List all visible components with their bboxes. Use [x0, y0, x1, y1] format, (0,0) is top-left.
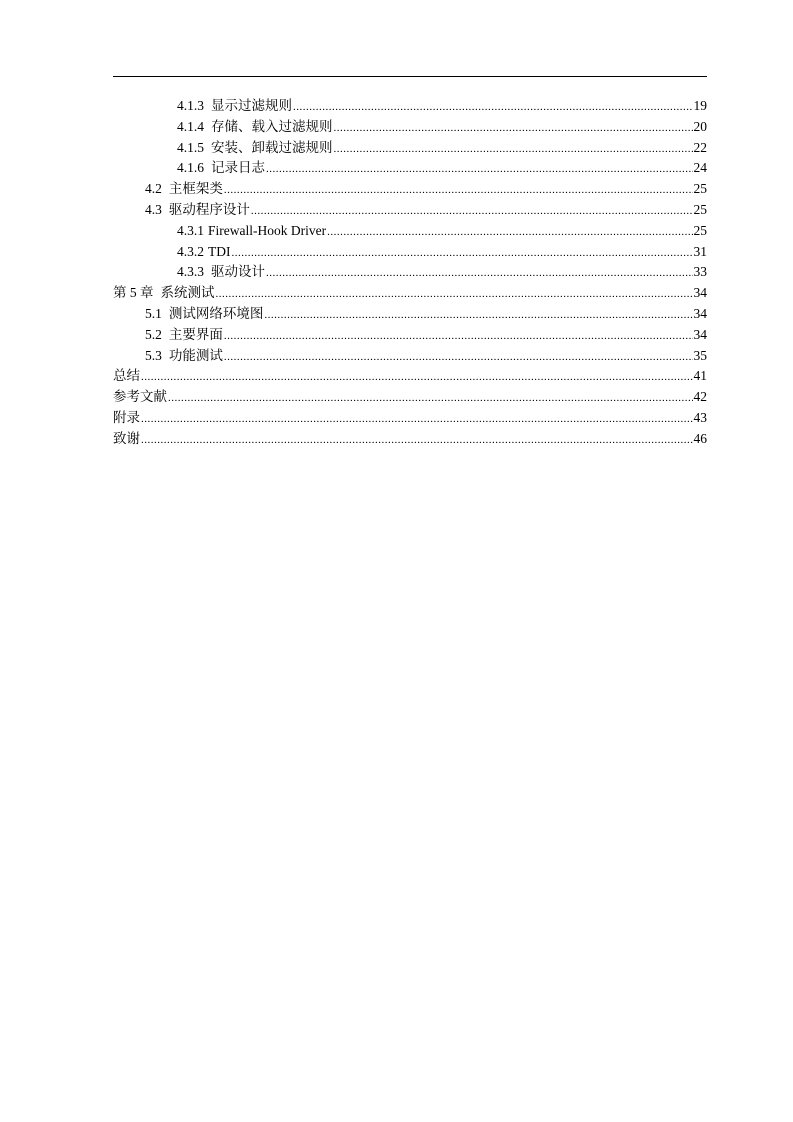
toc-entry[interactable] — [113, 366, 707, 387]
toc-entry-page: 34 — [693, 285, 707, 301]
toc-dot-leader — [141, 367, 693, 388]
toc-dot-leader — [168, 388, 693, 409]
toc-dot-leader — [264, 305, 692, 326]
toc-dot-leader — [216, 284, 693, 305]
toc-entry-page: 34 — [693, 305, 707, 321]
toc-entry[interactable] — [113, 221, 707, 242]
toc-entry-page: 19 — [693, 98, 707, 113]
toc-entry-page: 20 — [693, 118, 707, 134]
toc-entry[interactable] — [113, 96, 707, 117]
toc-entry[interactable] — [113, 408, 707, 429]
toc-entry-number: 4.3.3 — [177, 264, 204, 280]
toc-entry-page: 34 — [693, 326, 707, 342]
toc-entry-title: 参考文献 — [113, 389, 167, 405]
toc-entry-number: 4.3.1 — [177, 222, 204, 238]
toc-entry[interactable] — [113, 179, 707, 200]
header-rule — [113, 76, 707, 77]
toc-entry-title: 附录 — [113, 409, 140, 425]
toc-entry-page: 35 — [693, 347, 707, 363]
toc-entry-page: 42 — [693, 389, 707, 405]
toc-entry[interactable] — [113, 283, 707, 304]
toc-entry-title: 驱动设计 — [211, 264, 265, 280]
toc-dot-leader — [141, 409, 693, 430]
toc-entry-number: 5.3 — [145, 347, 162, 363]
toc-entry-page: 41 — [693, 368, 707, 384]
toc-dot-leader — [334, 118, 693, 139]
toc-entry-page: 25 — [693, 222, 707, 238]
toc-entry[interactable] — [113, 346, 707, 367]
toc-dot-leader — [293, 97, 693, 118]
toc-entry[interactable] — [113, 429, 707, 450]
toc-entry-number: 5.2 — [145, 326, 162, 342]
toc-dot-leader — [266, 159, 693, 180]
toc-entry[interactable] — [113, 304, 707, 325]
toc-entry-page: 33 — [693, 264, 707, 280]
toc-entry-title: 系统测试 — [160, 285, 215, 301]
toc-entry-number: 4.1.4 — [177, 118, 204, 134]
toc-entry-page: 22 — [693, 139, 707, 155]
toc-dot-leader — [327, 222, 692, 243]
toc-dot-leader — [251, 201, 693, 222]
toc-entry[interactable] — [113, 387, 707, 408]
toc-entry-number: 4.1.5 — [177, 139, 204, 155]
toc-dot-leader — [224, 347, 693, 368]
toc-entry-page: 31 — [693, 243, 707, 259]
toc-entry-page: 43 — [693, 409, 707, 425]
toc-entry[interactable] — [113, 117, 707, 138]
toc-entry-title: 总结 — [113, 368, 140, 384]
toc-entry-title: 致谢 — [113, 430, 140, 446]
toc-entry-title: 显示过滤规则 — [211, 98, 292, 113]
table-of-contents — [113, 96, 707, 450]
toc-dot-leader — [141, 430, 693, 451]
toc-entry[interactable] — [113, 200, 707, 221]
toc-entry-number: 第 5 章 — [113, 285, 154, 301]
toc-entry-page: 46 — [693, 430, 707, 446]
toc-entry-number: 4.3.2 — [177, 243, 204, 259]
toc-entry-number: 4.1.3 — [177, 98, 204, 113]
toc-entry[interactable] — [113, 158, 707, 179]
toc-entry-title: TDI — [208, 243, 231, 259]
toc-entry[interactable] — [113, 325, 707, 346]
toc-entry-title: Firewall-Hook Driver — [208, 222, 327, 238]
toc-entry-title: 主框架类 — [168, 181, 223, 197]
toc-entry[interactable] — [113, 262, 707, 283]
toc-dot-leader — [334, 139, 693, 160]
toc-entry-number: 5.1 — [145, 305, 162, 321]
toc-entry-number: 4.1.6 — [177, 160, 204, 176]
toc-entry-title: 驱动程序设计 — [168, 201, 250, 217]
toc-entry-title: 主要界面 — [168, 326, 223, 342]
toc-entry-title: 测试网络环境图 — [168, 305, 264, 321]
toc-entry-title: 功能测试 — [168, 347, 223, 363]
toc-entry-title: 安装、卸载过滤规则 — [211, 139, 333, 155]
toc-dot-leader — [232, 243, 693, 264]
toc-entry-title: 记录日志 — [211, 160, 265, 176]
toc-entry-title: 存储、载入过滤规则 — [211, 118, 333, 134]
toc-dot-leader — [224, 180, 693, 201]
toc-entry[interactable] — [113, 242, 707, 263]
toc-entry[interactable] — [113, 138, 707, 159]
toc-entry-number: 4.3 — [145, 201, 162, 217]
toc-entry-number: 4.2 — [145, 181, 162, 197]
toc-entry-page: 25 — [693, 201, 707, 217]
toc-entry-page: 25 — [693, 181, 707, 197]
toc-dot-leader — [266, 263, 693, 284]
toc-entry-page: 24 — [693, 160, 707, 176]
toc-dot-leader — [224, 326, 693, 347]
